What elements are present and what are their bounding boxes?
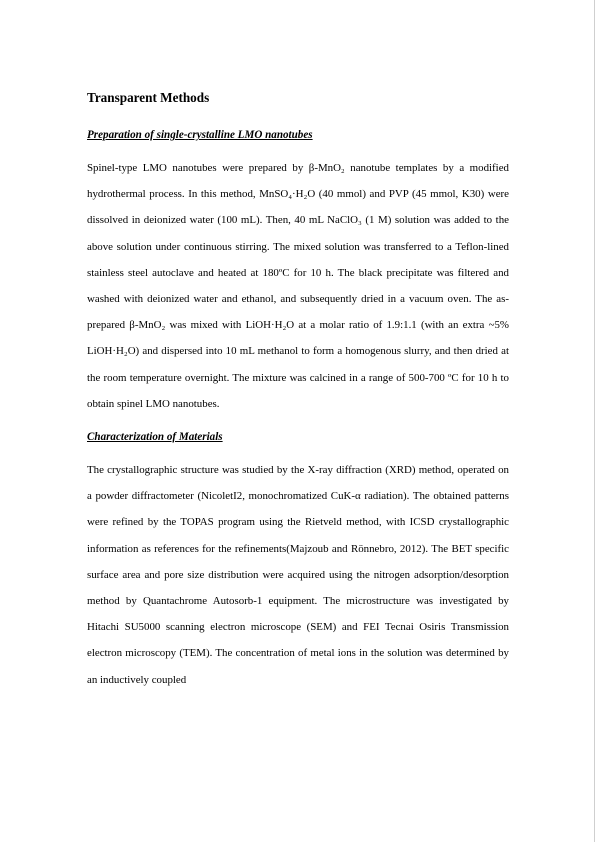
document-title: Transparent Methods	[87, 90, 210, 105]
section-heading-preparation: Preparation of single-crystalline LMO nanotubes	[87, 129, 313, 141]
section-heading-characterization: Characterization of Materials	[87, 431, 223, 444]
section-paragraph-characterization: The crystallographic structure was studied by the X-ray diffraction (XRD) method, operated on a powder diffractometer (NicoletI2, monochromatized CuK-α radiation). The obtained patterns were refined by the TOPAS program using the Rietveld method, with ICSD crystallographic information as references for the refinements(Majzoub and Rönnebro, 2012). The BET specific surface area and pore size distribution were acquired using the nitrogen adsorption/desorption method by Quantachrome Autosorb-1 equipment. The microstructure was investigated by Hitachi SU5000 scanning electron microscope (SEM) and FEI Tecnai Osiris Transmission electron microscopy (TEM). The concentration of metal ions in the solution was determined by an inductively coupled	[87, 464, 509, 686]
section-paragraph-preparation: Spinel-type LMO nanotubes were prepared by β-MnO₂ nanotube templates by a modified hydrothermal process. In this method, MnSO₄·H₂O (40 mmol) and PVP (45 mmol, K30) were dissolved in deionized water (100 mL). Then, 40 mL NaClO₃ (1 M) solution was added to the above solution under continuous stirring. The mixed solution was transferred to a Teflon-lined stainless steel autoclave and heated at 180ºC for 10 h. The black precipitate was filtered and washed with deionized water and ethanol, and subsequently dried in a vacuum oven. The as-prepared β-MnO₂ was mixed with LiOH·H₂O at a molar ratio of 1.9:1.1 (with an extra ~5% LiOH·H₂O) and dispersed into 10 mL methanol to form a homogenous slurry, and then dried at the room temperature overnight. The mixture was calcined in a range of 500-700 ºC for 10 h to obtain spinel LMO nanotubes.	[87, 162, 509, 410]
document-body	[87, 88, 509, 693]
